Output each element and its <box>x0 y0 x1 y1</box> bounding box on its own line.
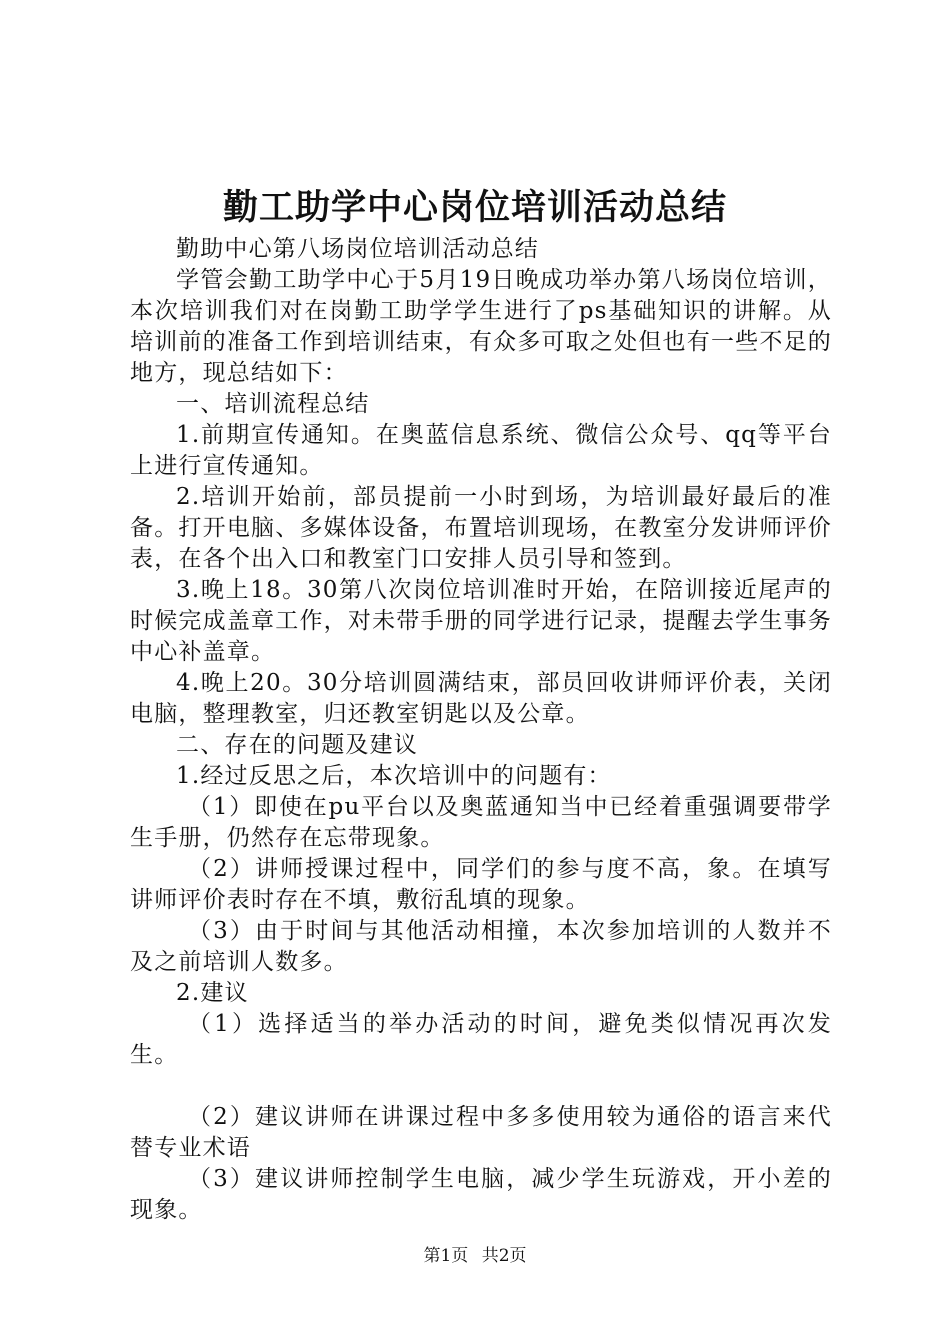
paragraph-intro: 学管会勤工助学中心于5月19日晚成功举办第八场岗位培训，本次培训我们对在岗勤工助学学生进行了ps基础知识的讲解。从培训前的准备工作到培训结束，有众多可取之处但也有一些不足的地方，现总结如下： <box>130 267 832 386</box>
page-total: 共2页 <box>481 1246 527 1266</box>
paragraph-issue-1: （1）即使在pu平台以及奥蓝通知当中已经着重强调要带学生手册，仍然存在忘带现象。 <box>130 794 832 851</box>
document-body <box>130 234 832 1226</box>
section-heading-process: 一、培训流程总结 <box>176 391 370 417</box>
page-number: 第1页 <box>423 1246 469 1266</box>
section-heading-issues: 二、存在的问题及建议 <box>176 732 418 758</box>
document-title: 勤工助学中心岗位培训活动总结 <box>222 188 727 228</box>
paragraph-suggestion-2: （2）建议讲师在讲课过程中多多使用较为通俗的语言来代替专业术语 <box>130 1104 832 1161</box>
paragraph-item-2: 2.培训开始前，部员提前一小时到场，为培训最好最后的准备。打开电脑、多媒体设备，布置培训现场，在教室分发讲师评价表，在各个出入口和教室门口安排人员引导和签到。 <box>130 484 832 572</box>
paragraph-item-3: 3.晚上18。30第八次岗位培训准时开始，在陪训接近尾声的时候完成盖章工作，对未带手册的同学进行记录，提醒去学生事务中心补盖章。 <box>130 577 832 665</box>
paragraph-subtitle: 勤助中心第八场岗位培训活动总结 <box>176 236 539 262</box>
paragraph-issues-intro: 1.经过反思之后，本次培训中的问题有： <box>176 763 612 789</box>
paragraph-issue-3: （3）由于时间与其他活动相撞，本次参加培训的人数并不及之前培训人数多。 <box>130 918 832 975</box>
paragraph-item-1: 1.前期宣传通知。在奥蓝信息系统、微信公众号、qq等平台上进行宣传通知。 <box>130 422 832 479</box>
paragraph-suggestion-3: （3）建议讲师控制学生电脑，减少学生玩游戏，开小差的现象。 <box>130 1166 832 1223</box>
page-footer <box>0 1244 950 1268</box>
paragraph-item-4: 4.晚上20。30分培训圆满结束，部员回收讲师评价表，关闭电脑，整理教室，归还教室钥匙以及公章。 <box>130 670 832 727</box>
paragraph-suggestions-heading: 2.建议 <box>176 980 249 1006</box>
blank-line <box>130 1071 832 1102</box>
paragraph-suggestion-1: （1）选择适当的举办活动的时间，避免类似情况再次发生。 <box>130 1011 832 1068</box>
paragraph-issue-2: （2）讲师授课过程中，同学们的参与度不高，象。在填写讲师评价表时存在不填，敷衍乱填的现象。 <box>130 856 832 913</box>
